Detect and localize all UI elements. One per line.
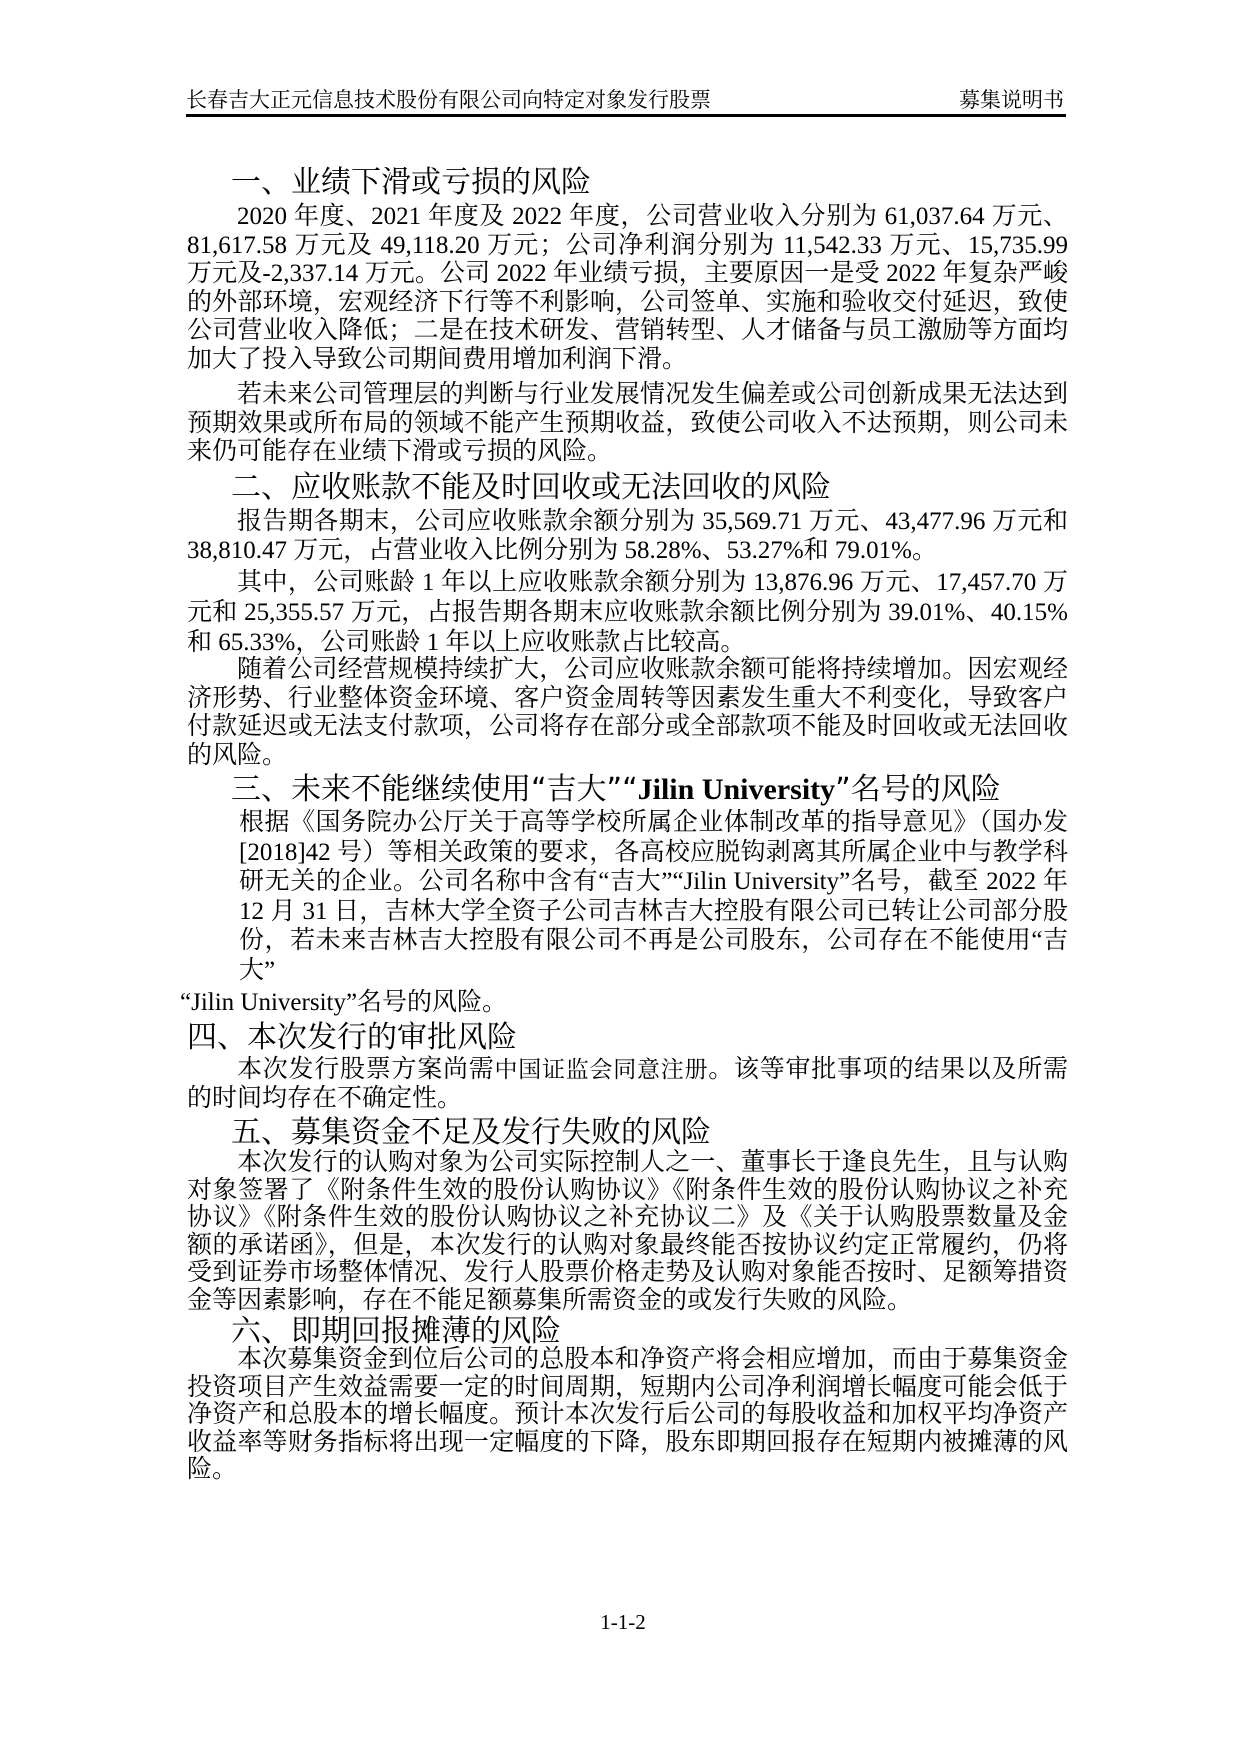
page-number: 1-1-2: [600, 1610, 646, 1634]
paragraph: 报告期各期末，公司应收账款余额分别为 35,569.71 万元、43,477.96 万元和 38,810.47 万元，占营业收入比例分别为 58.28%、53.27%和 79.01%。: [187, 508, 1068, 564]
section-heading-1: 一、业绩下滑或亏损的风险: [231, 165, 591, 200]
section-heading-5: 五、募集资金不足及发行失败的风险: [231, 1115, 711, 1150]
heading-english-name: Jilin University: [637, 773, 836, 806]
paragraph: 本次募集资金到位后公司的总股本和净资产将会相应增加，而由于募集资金投资项目产生效益需要一定的时间周期，短期内公司净利润增长幅度可能会低于净资产和总股本的增长幅度。预计本次发行后公司的每股收益和加权平均净资产收益率等财务指标将出现一定幅度的下降，股东即期回报存在短期内被摊薄的风险。: [187, 1346, 1068, 1483]
paragraph: [187, 1056, 1068, 1113]
heading-text: ”名号的风险: [835, 772, 1001, 807]
text: 。该等审批事项的结果以及所需的时间均存在不确定性。: [187, 1056, 1068, 1112]
header-doc-type: 募集说明书: [959, 88, 1064, 112]
paragraph: 根据《国务院办公厅关于高等学校所属企业体制改革的指导意见》（国办发[2018]42 号）等相关政策的要求，各高校应脱钩剥离其所属企业中与教学科研无关的企业。公司名称中含有“吉大”“Jilin University”名号，截至 2022 年 12 月 31 日，吉林大学全资子公司吉林吉大控股有限公司已转让公司部分股份，若未来吉林吉大控股有限公司不再是公司股东，公司存在不能使用“吉大”: [239, 809, 1068, 984]
emphasized-text: 中国证监会同意注册: [494, 1057, 709, 1083]
heading-text: 三、未来不能继续使用“吉大”“: [231, 772, 638, 807]
paragraph: “Jilin University”名号的风险。: [180, 989, 508, 1016]
paragraph: 2020 年度、2021 年度及 2022 年度，公司营业收入分别为 61,037.64 万元、81,617.58 万元及 49,118.20 万元；公司净利润分别为 11,542.33 万元、15,735.99 万元及-2,337.14 万元。公司 2022 年业绩亏损，主要原因一是受 2022 年复杂严峻的外部环境，宏观经济下行等不利影响，公司签单、实施和验收交付延迟，致使公司营业收入降低；二是在技术研发、营销转型、人才储备与员工激励等方面均加大了投入导致公司期间费用增加利润下滑。: [187, 203, 1068, 373]
paragraph: 本次发行的认购对象为公司实际控制人之一、董事长于逢良先生，且与认购对象签署了《附条件生效的股份认购协议》《附条件生效的股份认购协议之补充协议》《附条件生效的股份认购协议之补充协议二》及《关于认购股票数量及金额的承诺函》，但是，本次发行的认购对象最终能否按协议约定正常履约，仍将受到证券市场整体情况、发行人股票价格走势及认购对象能否按时、足额筹措资金等因素影响，存在不能足额募集所需资金的或发行失败的风险。: [187, 1149, 1068, 1314]
header-title: 长春吉大正元信息技术股份有限公司向特定对象发行股票: [186, 88, 711, 112]
paragraph: 若未来公司管理层的判断与行业发展情况发生偏差或公司创新成果无法达到预期效果或所布局的领域不能产生预期收益，致使公司收入不达预期，则公司未来仍可能存在业绩下滑或亏损的风险。: [187, 381, 1068, 465]
paragraph: 其中，公司账龄 1 年以上应收账款余额分别为 13,876.96 万元、17,457.70 万元和 25,355.57 万元，占报告期各期末应收账款余额比例分别为 39.01%、40.15% 和 65.33%，公司账龄 1 年以上应收账款占比较高。: [187, 569, 1068, 656]
section-heading-3: [231, 772, 1001, 808]
section-heading-2: 二、应收账款不能及时回收或无法回收的风险: [231, 470, 831, 505]
paragraph: 随着公司经营规模持续扩大，公司应收账款余额可能将持续增加。因宏观经济形势、行业整体资金环境、客户资金周转等因素发生重大不利变化，导致客户付款延迟或无法支付款项，公司将存在部分或全部款项不能及时回收或无法回收的风险。: [187, 656, 1068, 769]
text: 本次发行股票方案尚需: [237, 1056, 495, 1083]
section-heading-6: 六、即期回报摊薄的风险: [231, 1314, 561, 1349]
header-divider: [186, 114, 1066, 117]
section-heading-4: 四、本次发行的审批风险: [187, 1020, 517, 1055]
